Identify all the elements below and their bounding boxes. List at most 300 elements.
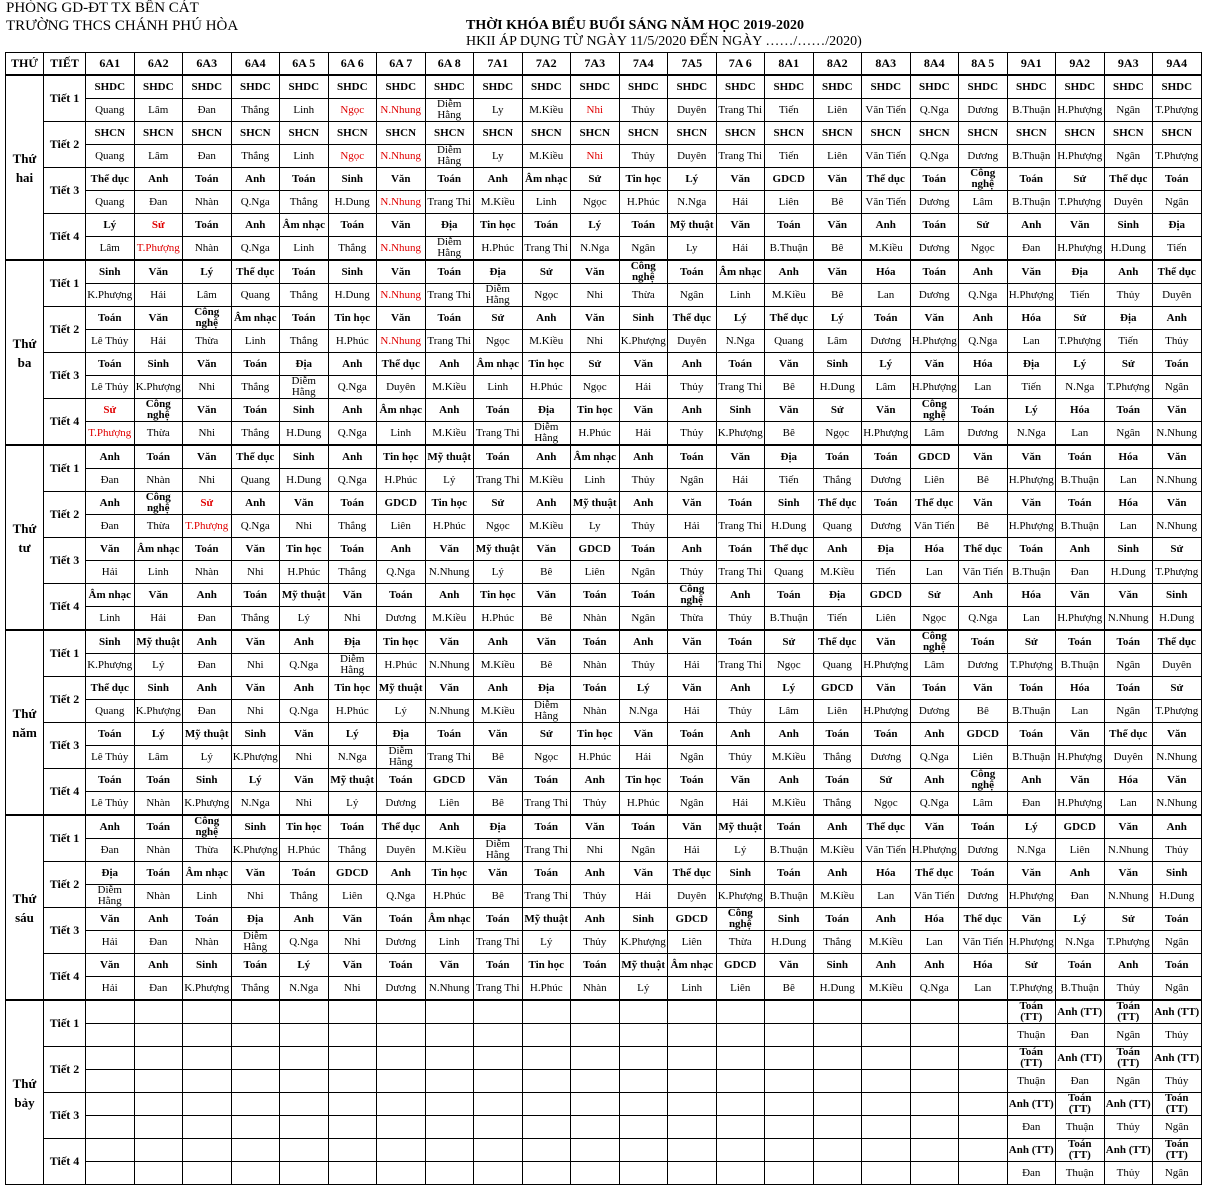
timetable-cell (716, 353, 765, 399)
subject-name: Toán (TT) (1008, 1001, 1056, 1024)
teacher-name: B.Thuận (1060, 519, 1099, 532)
timetable-cell (619, 75, 668, 122)
subject-name: Địa (523, 677, 571, 700)
subject-name: Sử (1153, 677, 1201, 700)
teacher-name: Trang Thi (718, 380, 763, 393)
teacher-name: H.Phúc (335, 334, 369, 347)
timetable-cell (328, 677, 377, 723)
period-label: Tiết 3 (44, 723, 86, 769)
teacher-name: Ngân (1164, 935, 1189, 948)
teacher-name: T.Phượng (1155, 704, 1199, 717)
teacher-name: Lý (491, 565, 504, 578)
subject-name: GDCD (862, 584, 910, 607)
timetable-cell (1104, 492, 1153, 538)
timetable-cell (959, 1047, 1008, 1093)
timetable-cell (765, 538, 814, 584)
timetable-cell (619, 630, 668, 677)
timetable-cell (280, 1093, 329, 1139)
teacher-name: Nhi (344, 981, 361, 994)
subject-name: Âm nhạc (232, 307, 280, 330)
subject-name: Toán (426, 261, 474, 284)
timetable-cell (474, 75, 523, 122)
teacher-name (135, 1162, 183, 1184)
subject-name: Anh (911, 769, 959, 792)
teacher-name: Q.Nga (386, 889, 416, 902)
teacher-name: T.Phượng (1058, 195, 1102, 208)
subject-name: Anh (571, 908, 619, 931)
subject-name: Toán (1008, 723, 1056, 746)
teacher-name: Thắng (338, 843, 367, 856)
timetable-cell (813, 75, 862, 122)
timetable-cell (231, 122, 280, 168)
timetable-cell (425, 538, 474, 584)
subject-name: Văn (135, 307, 183, 330)
timetable-cell (910, 538, 959, 584)
timetable-cell (1153, 75, 1202, 122)
subject-name: Toán (814, 908, 862, 931)
subject-name: Lý (1008, 399, 1056, 422)
timetable-cell (134, 260, 183, 307)
timetable-cell (959, 492, 1008, 538)
subject-name (329, 1093, 377, 1116)
subject-name: Hóa (959, 353, 1007, 376)
subject-name (426, 1047, 474, 1070)
subject-name (862, 1139, 910, 1162)
timetable-cell (231, 445, 280, 492)
subject-name (814, 1093, 862, 1116)
teacher-name: Hải (732, 796, 749, 809)
teacher-name: Lê Thủy (91, 334, 129, 347)
teacher-name: Diễm Hằng (485, 839, 510, 861)
subject-name: Toán (280, 261, 328, 284)
timetable-cell (425, 307, 474, 353)
timetable-cell (813, 769, 862, 816)
subject-name: Sử (474, 307, 522, 330)
teacher-name: H.Phượng (1057, 796, 1103, 809)
subject-name: Văn (1153, 769, 1201, 792)
subject-name: Toán (135, 816, 183, 839)
teacher-name: Dương (870, 334, 902, 347)
teacher-name: Lâm (196, 288, 217, 301)
teacher-name: Linh (584, 473, 606, 486)
timetable-cell (959, 723, 1008, 769)
class-header: 8A3 (862, 53, 911, 76)
teacher-name: Thủy (1165, 843, 1189, 856)
timetable-cell (716, 75, 765, 122)
subject-name: Toán (959, 399, 1007, 422)
timetable-cell (668, 954, 717, 1001)
class-header: 8A 5 (959, 53, 1008, 76)
teacher-name: H.Dung (819, 380, 855, 393)
timetable-cell (328, 538, 377, 584)
timetable-cell (1153, 723, 1202, 769)
subject-name: Anh (765, 723, 813, 746)
subject-name: Anh (86, 816, 134, 839)
timetable-cell (328, 1047, 377, 1093)
timetable-cell (1007, 307, 1056, 353)
subject-name (911, 1047, 959, 1070)
subject-name: Hóa (911, 538, 959, 561)
teacher-name: Thắng (241, 981, 270, 994)
timetable-cell (86, 1000, 135, 1047)
teacher-name: Ngọc (873, 796, 898, 809)
subject-name: Anh (717, 677, 765, 700)
subject-name: SHCN (765, 122, 813, 145)
teacher-name: Linh (390, 426, 412, 439)
teacher-name: Thắng (241, 611, 270, 624)
class-header: 6A 8 (425, 53, 474, 76)
teacher-name: H.Phúc (384, 473, 418, 486)
subject-name: Toán (TT) (1153, 1139, 1201, 1162)
timetable-cell (328, 815, 377, 862)
teacher-name: Q.Nga (240, 241, 270, 254)
timetable-cell (862, 1139, 911, 1185)
subject-name: Văn (668, 816, 716, 839)
teacher-name: Nhàn (194, 241, 219, 254)
timetable-cell (1056, 1047, 1105, 1093)
teacher-name: Trang Thi (427, 288, 472, 301)
teacher-name: B.Thuận (1012, 750, 1051, 763)
timetable-cell (474, 908, 523, 954)
subject-name: GDCD (377, 492, 425, 515)
teacher-name: H.Phượng (1057, 611, 1103, 624)
teacher-name: Ngọc (485, 519, 510, 532)
teacher-name: M.Kiều (771, 796, 806, 809)
teacher-name: Bê (831, 195, 844, 208)
teacher-name: M.Kiều (820, 889, 855, 902)
teacher-name: Thắng (241, 149, 270, 162)
subject-name: Địa (474, 261, 522, 284)
teacher-name: Thắng (241, 103, 270, 116)
teacher-name: H.Phúc (578, 426, 612, 439)
subject-name: Toán (329, 214, 377, 237)
subject-name: Văn (377, 168, 425, 191)
timetable-cell (1056, 122, 1105, 168)
timetable-cell (668, 630, 717, 677)
day-column-header: THỨ (6, 53, 44, 76)
teacher-name: Dương (385, 796, 417, 809)
teacher-name: M.Kiều (529, 473, 564, 486)
timetable-cell (1153, 122, 1202, 168)
teacher-name (571, 1116, 619, 1138)
teacher-name: Trang Thi (718, 103, 763, 116)
teacher-name (911, 1162, 959, 1184)
teacher-name: Lan (1071, 426, 1089, 439)
teacher-name: Tiến (1118, 334, 1139, 347)
timetable-cell (716, 538, 765, 584)
timetable-cell (425, 260, 474, 307)
class-header: 9A4 (1153, 53, 1202, 76)
timetable-cell (862, 584, 911, 631)
subject-name: Văn (329, 954, 377, 977)
subject-name: Văn (280, 492, 328, 515)
subject-name: Toán (523, 214, 571, 237)
timetable-cell (668, 353, 717, 399)
timetable-cell (522, 445, 571, 492)
subject-name: Sử (911, 584, 959, 607)
class-header: 9A2 (1056, 53, 1105, 76)
timetable-cell (862, 492, 911, 538)
subject-name: Sinh (1153, 584, 1201, 607)
timetable-cell (813, 445, 862, 492)
teacher-name: H.Phúc (481, 241, 515, 254)
timetable-cell (425, 815, 474, 862)
timetable-cell (910, 1000, 959, 1047)
subject-name: Âm nhạc (717, 261, 765, 284)
subject-name: SHCN (668, 122, 716, 145)
timetable-cell (571, 307, 620, 353)
class-header: 6A3 (183, 53, 232, 76)
subject-name: Công nghệ (183, 307, 231, 330)
teacher-name: N.Nhung (380, 195, 422, 208)
teacher-name (765, 1116, 813, 1138)
timetable-cell (668, 584, 717, 631)
subject-name: Mỹ thuật (523, 908, 571, 931)
teacher-name: Văn Tiến (913, 519, 955, 532)
teacher-name: Diễm Hằng (437, 99, 462, 121)
subject-name: Toán (1008, 677, 1056, 700)
teacher-name: H.Phúc (626, 796, 660, 809)
teacher-name: Ngân (1116, 103, 1141, 116)
timetable-cell (668, 168, 717, 214)
timetable-cell (619, 677, 668, 723)
subject-name: Toán (862, 723, 910, 746)
timetable-cell (86, 492, 135, 538)
subject-name: Hóa (862, 261, 910, 284)
timetable-cell (231, 723, 280, 769)
subject-name: Văn (1056, 723, 1104, 746)
subject-name: Sinh (765, 908, 813, 931)
teacher-name: Q.Nga (919, 750, 949, 763)
timetable-cell (959, 954, 1008, 1001)
subject-name: Anh (426, 584, 474, 607)
teacher-name: Thắng (289, 334, 318, 347)
timetable-cell (474, 769, 523, 816)
subject-name (765, 1093, 813, 1116)
timetable-cell (377, 445, 426, 492)
subject-name: Văn (232, 538, 280, 561)
timetable-cell (231, 630, 280, 677)
teacher-name: H.Phúc (432, 519, 466, 532)
timetable-cell (571, 862, 620, 908)
teacher-name: Thủy (1116, 981, 1140, 994)
subject-name: Thể dục (232, 446, 280, 469)
timetable-cell (765, 723, 814, 769)
teacher-name: Thắng (823, 473, 852, 486)
timetable-cell (425, 492, 474, 538)
subject-name: Anh (523, 307, 571, 330)
teacher-name: K.Phượng (717, 889, 763, 902)
timetable-cell (183, 1047, 232, 1093)
teacher-name: Trang Thi (718, 519, 763, 532)
timetable-cell (1056, 353, 1105, 399)
teacher-name: Trang Thi (427, 334, 472, 347)
teacher-name: Đan (197, 149, 216, 162)
subject-name: Sử (959, 214, 1007, 237)
timetable-cell (959, 445, 1008, 492)
timetable-cell (862, 862, 911, 908)
timetable-cell (86, 260, 135, 307)
timetable-cell (910, 353, 959, 399)
class-header: 7A2 (522, 53, 571, 76)
teacher-name: N.Nga (628, 704, 658, 717)
subject-name: Thể dục (668, 307, 716, 330)
class-header: 7A3 (571, 53, 620, 76)
subject-name: Âm nhạc (86, 584, 134, 607)
timetable-cell (910, 1047, 959, 1093)
timetable-cell (377, 954, 426, 1001)
teacher-name: Hải (732, 473, 749, 486)
period-label: Tiết 1 (44, 445, 86, 492)
teacher-name: Liên (875, 611, 896, 624)
subject-name: Lý (1056, 353, 1104, 376)
timetable-cell (328, 75, 377, 122)
timetable-cell (183, 862, 232, 908)
teacher-name (183, 1024, 231, 1046)
teacher-name: B.Thuận (1060, 981, 1099, 994)
teacher-name: N.Nhung (428, 981, 470, 994)
teacher-name: Thừa (146, 519, 170, 532)
teacher-name: Linh (196, 889, 218, 902)
subject-name: Âm nhạc (474, 353, 522, 376)
teacher-name: H.Dung (771, 935, 807, 948)
timetable-cell (231, 862, 280, 908)
subject-name: Anh (1105, 261, 1153, 284)
teacher-name: Lâm (972, 195, 993, 208)
timetable-cell (522, 677, 571, 723)
timetable-cell (1007, 399, 1056, 446)
teacher-name: Thủy (583, 796, 607, 809)
timetable-cell (86, 908, 135, 954)
teacher-name: Lan (877, 889, 895, 902)
teacher-name: Bê (782, 981, 795, 994)
teacher-name (377, 1162, 425, 1184)
subject-name: Toán (1105, 677, 1153, 700)
teacher-name: Văn Tiến (865, 103, 907, 116)
subject-name: Anh (1153, 307, 1201, 330)
teacher-name: Dương (385, 935, 417, 948)
teacher-name: Hải (635, 750, 652, 763)
subject-name (523, 1047, 571, 1070)
teacher-name: Ngân (1164, 1166, 1189, 1179)
timetable-cell (134, 1139, 183, 1185)
subject-name: Văn (377, 307, 425, 330)
teacher-name: T.Phượng (1155, 103, 1199, 116)
teacher-name: Quang (95, 195, 125, 208)
timetable-cell (474, 399, 523, 446)
timetable-cell (571, 260, 620, 307)
timetable-cell (1153, 492, 1202, 538)
subject-name: Toán (86, 769, 134, 792)
timetable-cell (1056, 75, 1105, 122)
timetable-cell (183, 677, 232, 723)
timetable-cell (474, 1139, 523, 1185)
teacher-name: H.Phúc (287, 843, 321, 856)
subject-name (717, 1093, 765, 1116)
teacher-name: H.Dung (334, 195, 370, 208)
timetable-cell (134, 584, 183, 631)
subject-name: Sinh (329, 261, 377, 284)
timetable-cell (716, 307, 765, 353)
subject-name: Toán (TT) (1153, 1093, 1201, 1116)
subject-name (814, 1001, 862, 1024)
subject-name (814, 1139, 862, 1162)
subject-name: Tin học (329, 307, 377, 330)
timetable-cell (1153, 260, 1202, 307)
subject-name: Âm nhạc (280, 214, 328, 237)
day-label: Thứ bảy (6, 1000, 44, 1185)
timetable-cell (474, 1000, 523, 1047)
teacher-name: Trang Thi (475, 426, 520, 439)
teacher-name: Liên (827, 103, 848, 116)
teacher-name: Bê (976, 704, 989, 717)
subject-name: Anh (717, 723, 765, 746)
teacher-name: Linh (293, 241, 315, 254)
timetable-cell (1104, 168, 1153, 214)
teacher-name: Thuận (1065, 1120, 1094, 1133)
teacher-name (523, 1070, 571, 1092)
subject-name: Sử (523, 723, 571, 746)
subject-name: Anh (TT) (1008, 1093, 1056, 1116)
timetable-cell (668, 723, 717, 769)
timetable-cell (86, 122, 135, 168)
timetable-cell (813, 723, 862, 769)
timetable-cell (862, 75, 911, 122)
timetable-cell (1153, 307, 1202, 353)
teacher-name: Liên (778, 195, 799, 208)
subject-name: Toán (1056, 446, 1104, 469)
timetable-cell (813, 954, 862, 1001)
subject-name: Văn (1008, 492, 1056, 515)
timetable-cell (910, 122, 959, 168)
teacher-name (571, 1162, 619, 1184)
timetable-cell (668, 815, 717, 862)
teacher-name: H.Phượng (1008, 935, 1054, 948)
subject-name: Toán (135, 769, 183, 792)
class-header: 6A1 (86, 53, 135, 76)
timetable-cell (86, 584, 135, 631)
timetable-cell (765, 492, 814, 538)
timetable-cell (328, 1000, 377, 1047)
timetable-cell (425, 75, 474, 122)
timetable-cell (231, 260, 280, 307)
timetable-cell (668, 445, 717, 492)
class-header: 6A4 (231, 53, 280, 76)
timetable-cell (328, 1139, 377, 1185)
subject-name (183, 1047, 231, 1070)
subject-name: Văn (911, 816, 959, 839)
timetable-cell (280, 75, 329, 122)
teacher-name: Diễm Hằng (388, 746, 413, 768)
subject-name: Hóa (1105, 769, 1153, 792)
timetable-cell (716, 584, 765, 631)
timetable-cell (134, 353, 183, 399)
subject-name (523, 1093, 571, 1116)
timetable-cell (377, 769, 426, 816)
teacher-name: Nhàn (146, 796, 171, 809)
teacher-name: Duyên (386, 843, 416, 856)
subject-name: Văn (717, 214, 765, 237)
teacher-name: Duyên (1113, 750, 1143, 763)
teacher-name: Ngọc (776, 658, 801, 671)
subject-name: Anh (426, 816, 474, 839)
timetable-cell (1104, 307, 1153, 353)
timetable-cell (377, 1000, 426, 1047)
timetable-cell (134, 445, 183, 492)
teacher-name (426, 1162, 474, 1184)
timetable-cell (813, 677, 862, 723)
teacher-name: Lâm (148, 103, 169, 116)
